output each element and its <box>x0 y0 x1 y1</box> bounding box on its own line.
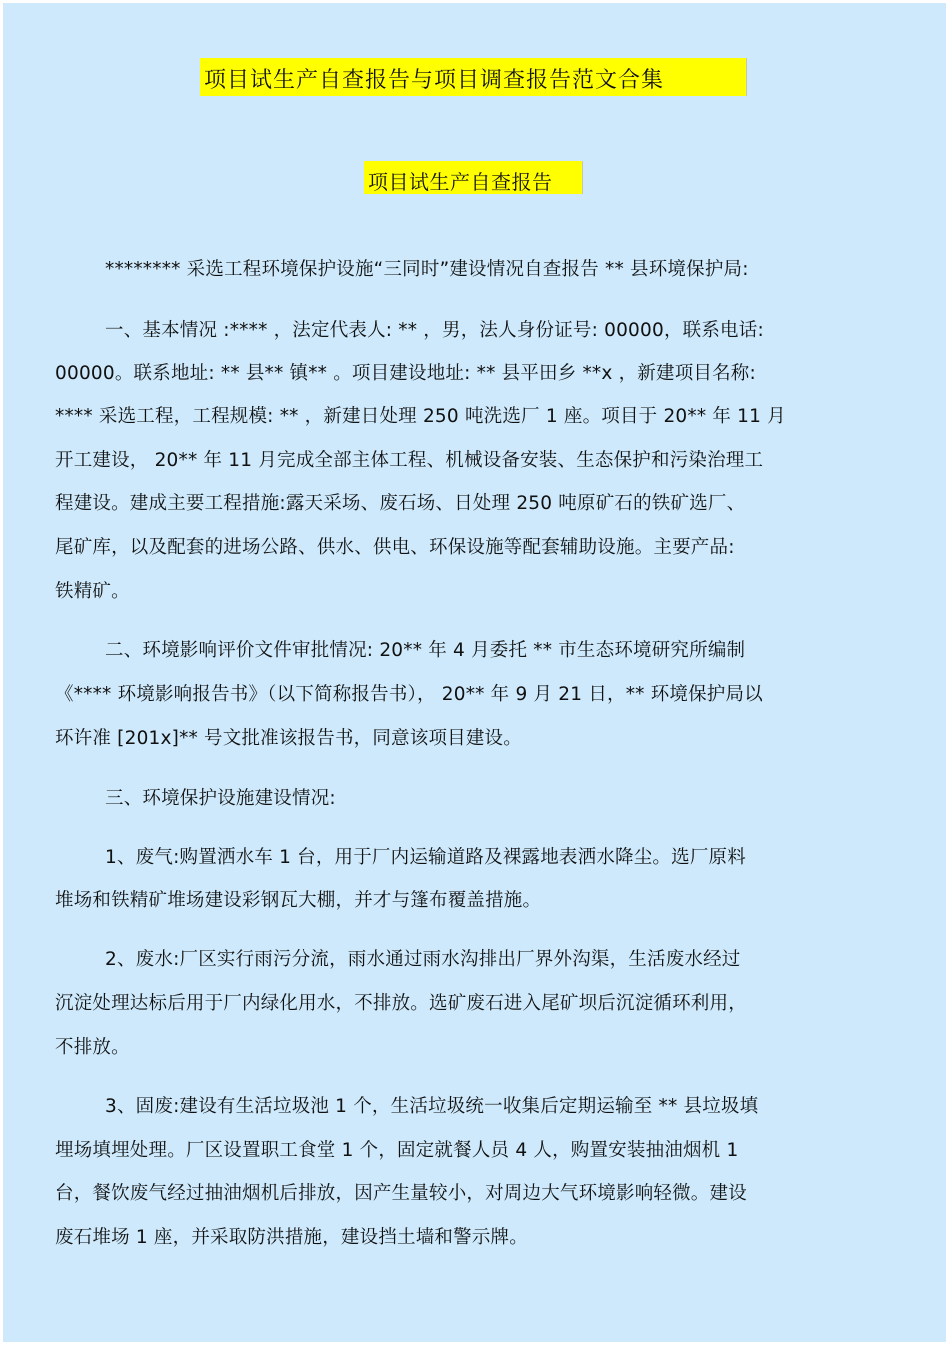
paragraph-eia-line: 《**** 环境影响报告书》（以下简称报告书）， 20** 年 9 月 21 日，** 环境保护局以 <box>55 684 763 705</box>
paragraph-eia-line: 环许准 [201x]** 号文批准该报告书，同意该项目建设。 <box>55 728 522 749</box>
paragraph-solid-waste-line: 台，餐饮废气经过抽油烟机后排放，因产生量较小，对周边大气环境影响轻微。建设 <box>55 1183 747 1204</box>
paragraph-basic-info-line: 一、基本情况 :**** ，法定代表人: ** ，男，法人身份证号: 00000，联系电话: <box>105 320 764 341</box>
paragraph-solid-waste-line: 埋场填埋处理。厂区设置职工食堂 1 个，固定就餐人员 4 人，购置安装抽油烟机 1 <box>55 1140 739 1161</box>
paragraph-wastewater-line: 2、废水:厂区实行雨污分流，雨水通过雨水沟排出厂界外沟渠，生活废水经过 <box>105 949 741 970</box>
sub-title-highlight <box>364 161 583 194</box>
paragraph-wastewater-line: 沉淀处理达标后用于厂内绿化用水，不排放。选矿废石进入尾矿坝后沉淀循环利用， <box>55 993 747 1014</box>
paragraph-basic-info-line: 开工建设， 20** 年 11 月完成全部主体工程、机械设备安装、生态保护和污染治理工 <box>55 450 764 471</box>
main-title: 项目试生产自查报告与项目调查报告范文合集 <box>204 68 665 93</box>
sub-title: 项目试生产自查报告 <box>368 170 553 194</box>
paragraph-basic-info-line: 尾矿库，以及配套的进场公路、供水、供电、环保设施等配套辅助设施。主要产品: <box>55 537 735 558</box>
paragraph-basic-info-line: 00000。联系地址: ** 县** 镇** 。项目建设地址: ** 县平田乡 **x ，新建项目名称: <box>55 363 756 384</box>
paragraph-exhaust-line: 堆场和铁精矿堆场建设彩钢瓦大棚，并才与篷布覆盖措施。 <box>55 890 542 911</box>
paragraph-basic-info-line: **** 采选工程，工程规模: ** ，新建日处理 250 吨洗选厂 1 座。项目于 20** 年 11 月 <box>55 406 786 427</box>
paragraph-solid-waste-line: 3、固废:建设有生活垃圾池 1 个，生活垃圾统一收集后定期运输至 ** 县垃圾填 <box>105 1096 759 1117</box>
paragraph-wastewater-line: 不排放。 <box>55 1037 130 1058</box>
paragraph-intro-line: ******** 采选工程环境保护设施“三同时”建设情况自查报告 ** 县环境保护局: <box>105 259 749 280</box>
main-title-highlight <box>200 58 747 96</box>
paragraph-exhaust-line: 1、废气:购置洒水车 1 台，用于厂内运输道路及裸露地表洒水降尘。选厂原料 <box>105 847 746 868</box>
paragraph-basic-info-line: 铁精矿。 <box>55 581 130 602</box>
section-heading-env-facilities: 三、环境保护设施建设情况: <box>105 788 336 809</box>
paragraph-eia-line: 二、环境影响评价文件审批情况: 20** 年 4 月委托 ** 市生态环境研究所编制 <box>105 640 746 661</box>
paragraph-basic-info-line: 程建设。建成主要工程措施:露天采场、废石场、日处理 250 吨原矿石的铁矿选厂、 <box>55 493 746 514</box>
paragraph-solid-waste-line: 废石堆场 1 座，并采取防洪措施，建设挡土墙和警示牌。 <box>55 1227 528 1248</box>
